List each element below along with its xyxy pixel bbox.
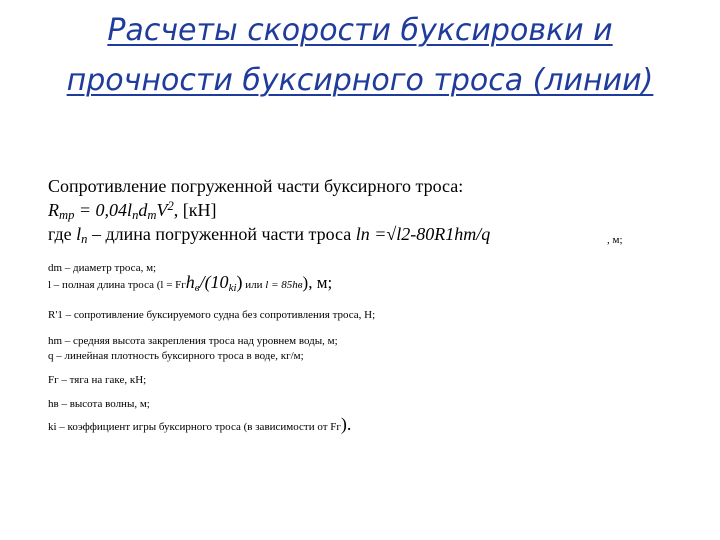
l-definition — [48, 272, 332, 294]
ln-formula-a: ln = — [355, 224, 387, 244]
resistance-formula — [48, 199, 217, 223]
q-definition: q – линейная плотность буксирного троса в воде, кг/м; — [48, 350, 304, 362]
l-def-k-sub: ki — [228, 282, 237, 294]
ln-l: l — [76, 224, 82, 244]
l-def-end: ), м; — [302, 273, 333, 292]
r1-definition: R'1 – сопротивление буксируемого судна без сопротивления троса, Н; — [48, 309, 376, 321]
ln-definition — [48, 224, 490, 247]
fg-definition: Fг – тяга на гаке, кН; — [48, 374, 147, 386]
title-line-1: Расчеты скорости буксировки и — [107, 13, 613, 48]
ln-mid: – длина погруженной части троса — [87, 224, 356, 244]
formula-ln-sub: п — [132, 208, 139, 222]
ki-text: ki – коэффициент игры буксирного троса (в зависимости от Fг — [48, 421, 341, 433]
formula-eq: = 0,04l — [74, 200, 133, 220]
l-def-frac: /(10 — [199, 272, 229, 292]
hv-definition: hв – высота волны, м; — [48, 398, 150, 410]
dm-definition: dm – диаметр троса, м; — [48, 262, 157, 274]
hm-definition: hm – средняя высота закрепления троса над уровнем воды, м; — [48, 335, 338, 347]
sqrt-symbol: √ — [386, 224, 397, 244]
ln-unit: , м; — [607, 234, 623, 246]
formula-d-sub: т — [147, 208, 157, 222]
l-def-ili: или — [242, 279, 266, 291]
l-def-a: l – полная длина троса (l = Fг — [48, 279, 186, 291]
resistance-intro: Сопротивление погруженной части буксирного троса: — [48, 176, 464, 196]
l-def-alt: l = 85hв — [265, 279, 303, 291]
ki-definition — [48, 414, 351, 435]
ln-pre: где — [48, 224, 77, 244]
formula-v-sup: 2 — [167, 199, 174, 213]
formula-d: d — [138, 200, 148, 220]
formula-r-sub: тр — [59, 208, 75, 222]
formula-r: R — [48, 200, 59, 220]
l-def-h: h — [185, 272, 195, 292]
ki-end: ). — [340, 414, 352, 434]
l-def-close: ) — [236, 272, 243, 292]
ln-sub: п — [81, 232, 88, 246]
formula-unit: , [кН] — [173, 200, 217, 220]
formula-v: V — [156, 200, 168, 220]
l-def-h-sub: в — [194, 282, 200, 294]
slide-title — [0, 6, 720, 106]
title-line-2: прочности буксирного троса (линии) — [66, 63, 654, 98]
ln-formula-b: l2-80R1hm/q — [396, 224, 491, 244]
